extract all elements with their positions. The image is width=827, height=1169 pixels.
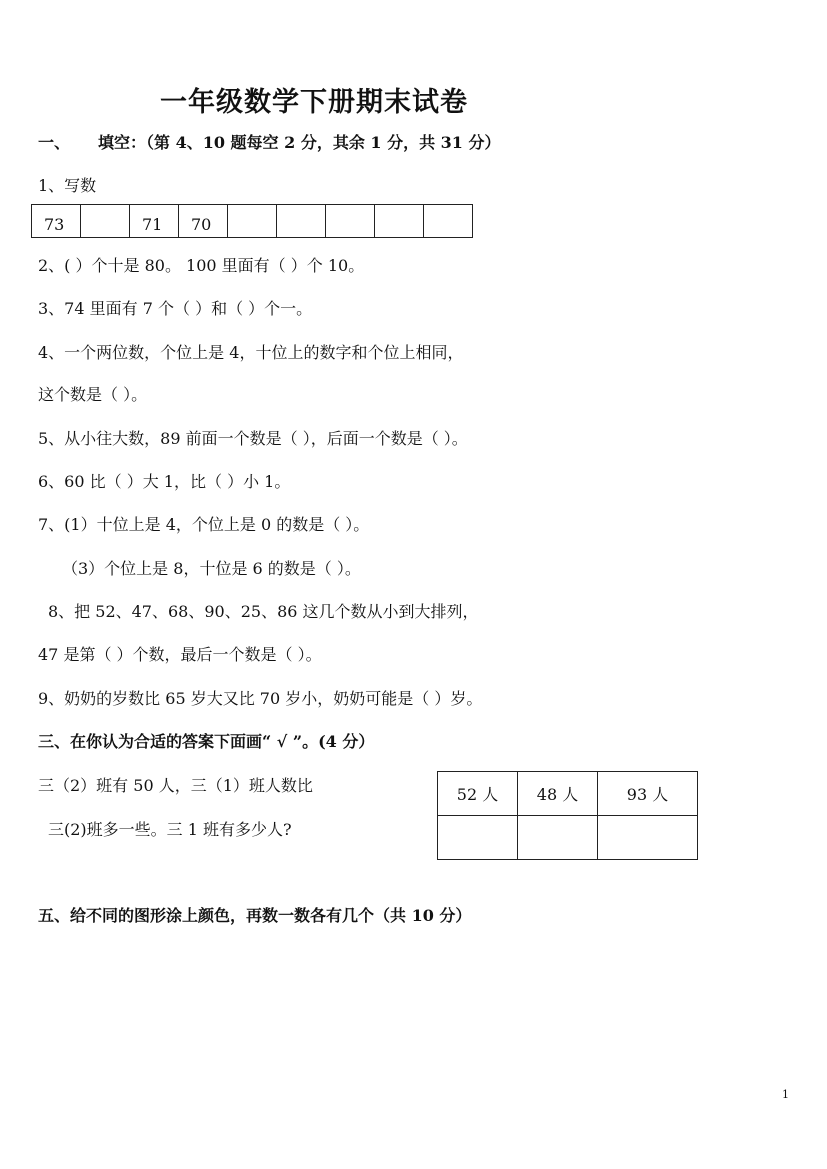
sequence-cell-blank[interactable] [277, 205, 326, 238]
section-1-number: 一、 [38, 133, 71, 152]
question-8-line-1: 8、把 52、47、68、90、25、86 这几个数从小到大排列， [48, 602, 479, 621]
section-1-heading: 填空：（第 4、10 题每空 2 分，其余 1 分，共 31 分） [98, 133, 501, 152]
sequence-cell-blank[interactable] [228, 205, 277, 238]
answer-choice-table [437, 771, 698, 860]
number-sequence-table [31, 204, 473, 238]
page-title: 一年级数学下册期末试卷 [160, 87, 468, 118]
answer-check-cell[interactable] [438, 816, 518, 860]
sequence-cell: 73 [32, 205, 81, 238]
section-3-question-line-1: 三（2）班有 50 人，三（1）班人数比 [38, 776, 313, 795]
question-8-line-2: 47 是第（ ）个数，最后一个数是（ ）。 [38, 645, 322, 664]
section-5-heading: 五、给不同的图形涂上颜色，再数一数各有几个（共 10 分） [38, 906, 472, 925]
question-5: 5、从小往大数，89 前面一个数是（ ），后面一个数是（ ）。 [38, 429, 468, 448]
answer-option: 52 人 [438, 772, 518, 816]
question-3: 3、74 里面有 7 个（ ）和（ ）个一。 [38, 299, 313, 318]
sequence-cell-blank[interactable] [375, 205, 424, 238]
page-number: 1 [782, 1088, 789, 1101]
question-7-line-2: （3）个位上是 8，十位是 6 的数是（ ）。 [62, 559, 361, 578]
question-4-line-1: 4、一个两位数，个位上是 4，十位上的数字和个位上相同， [38, 343, 464, 362]
sequence-cell-blank[interactable] [326, 205, 375, 238]
answer-option: 93 人 [598, 772, 698, 816]
question-6: 6、60 比（ ）大 1，比（ ）小 1。 [38, 472, 291, 491]
section-3-heading: 三、在你认为合适的答案下面画“ √ ”。(4 分） [38, 732, 375, 751]
sequence-cell: 71 [130, 205, 179, 238]
answer-option: 48 人 [518, 772, 598, 816]
question-7-line-1: 7、(1）十位上是 4，个位上是 0 的数是（ ）。 [38, 515, 370, 534]
sequence-cell: 70 [179, 205, 228, 238]
sequence-cell-blank[interactable] [424, 205, 473, 238]
sequence-cell-blank[interactable] [81, 205, 130, 238]
question-4-line-2: 这个数是（ ）。 [38, 385, 148, 404]
question-9: 9、奶奶的岁数比 65 岁大又比 70 岁小，奶奶可能是（ ）岁。 [38, 689, 483, 708]
section-3-question-line-2: 三(2)班多一些。三 1 班有多少人? [48, 820, 292, 839]
answer-check-cell[interactable] [518, 816, 598, 860]
question-1-label: 1、写数 [38, 176, 97, 195]
question-2: 2、( ）个十是 80。 100 里面有（ ）个 10。 [38, 256, 365, 275]
answer-check-cell[interactable] [598, 816, 698, 860]
